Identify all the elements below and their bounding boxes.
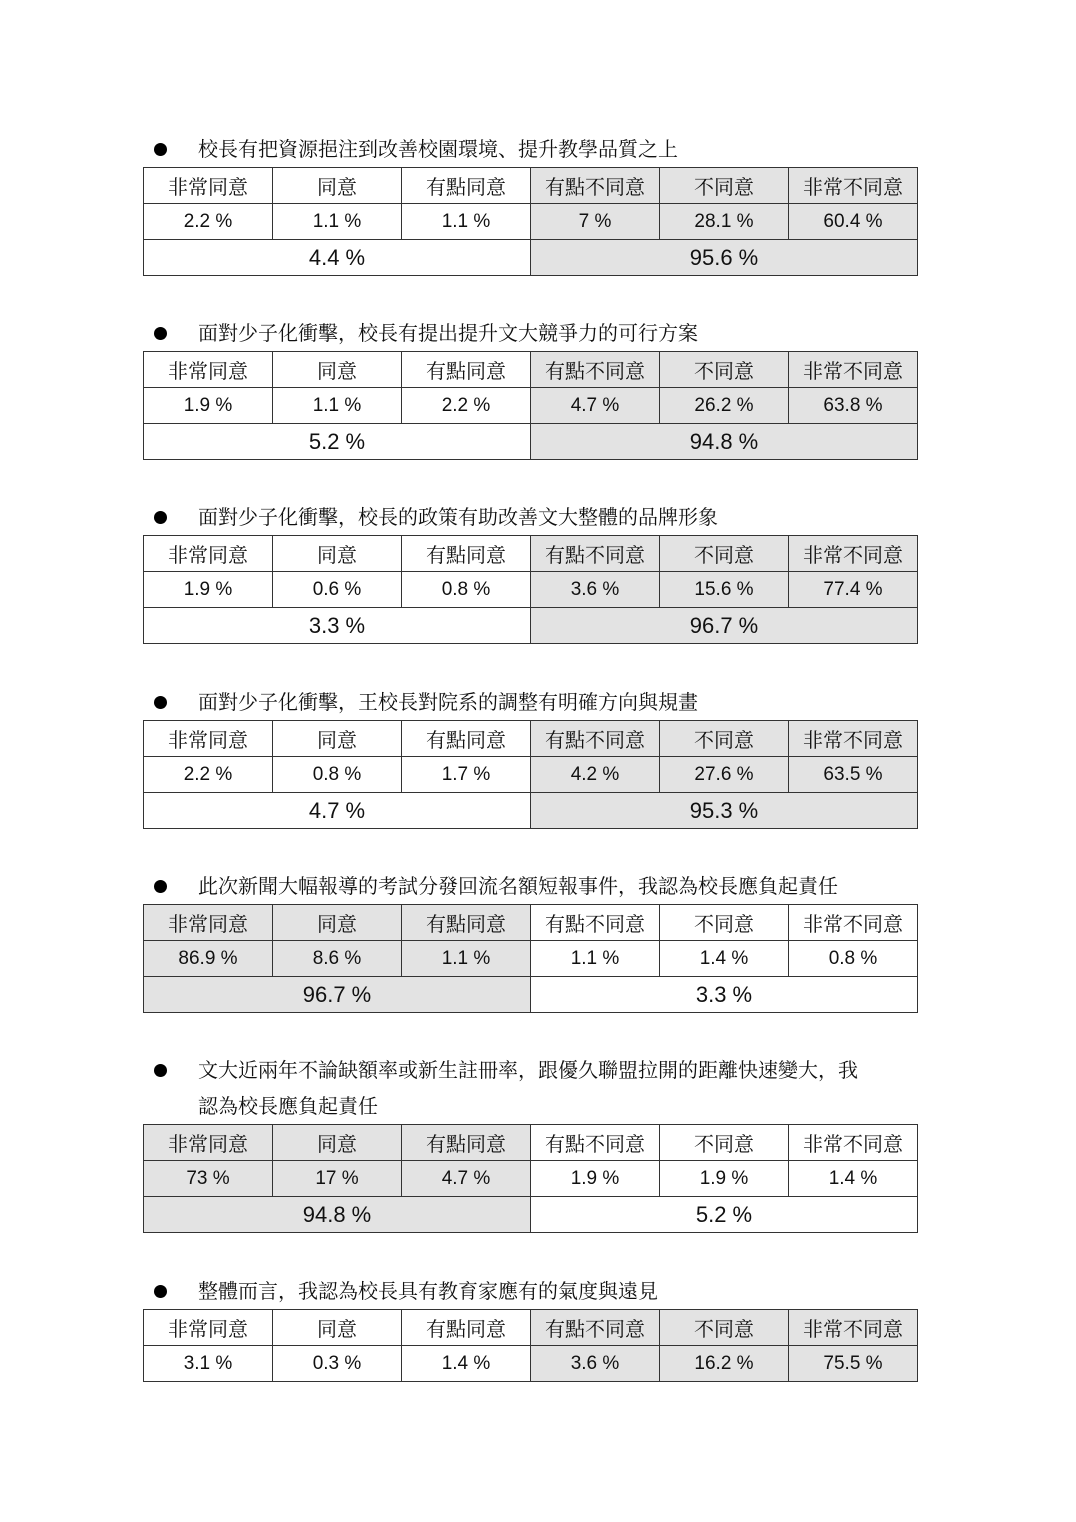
- header-cell: 有點不同意: [531, 1125, 660, 1161]
- percentage-cell: 1.9 %: [144, 572, 273, 608]
- header-cell: 非常同意: [144, 168, 273, 204]
- header-cell: 不同意: [660, 352, 789, 388]
- question-text: 文大近兩年不論缺額率或新生註冊率，跟優久聯盟拉開的距離快速變大，我: [198, 1058, 858, 1082]
- percentage-cell: 1.7 %: [402, 757, 531, 793]
- header-cell: 有點同意: [402, 721, 531, 757]
- header-cell: 不同意: [660, 168, 789, 204]
- summary-row: [144, 608, 918, 644]
- percentage-row: [144, 1346, 918, 1382]
- survey-question-block: [143, 868, 918, 1013]
- question-text: 校長有把資源挹注到改善校園環境、提升教學品質之上: [198, 137, 678, 161]
- percentage-cell: 60.4 %: [789, 204, 918, 240]
- question-text-continued: 認為校長應負起責任: [198, 1094, 378, 1118]
- question-text: 面對少子化衝擊，校長的政策有助改善文大整體的品牌形象: [198, 505, 718, 529]
- question-text: 整體而言，我認為校長具有教育家應有的氣度與遠見: [198, 1279, 658, 1303]
- survey-question-block: [143, 315, 918, 460]
- header-cell: 有點不同意: [531, 536, 660, 572]
- disagree-total-cell: 95.6 %: [531, 240, 918, 276]
- percentage-cell: 3.6 %: [531, 1346, 660, 1382]
- bullet-icon: [154, 143, 167, 156]
- question-text: 面對少子化衝擊，王校長對院系的調整有明確方向與規畫: [198, 690, 698, 714]
- header-cell: 同意: [273, 1310, 402, 1346]
- percentage-cell: 2.2 %: [402, 388, 531, 424]
- percentage-cell: 75.5 %: [789, 1346, 918, 1382]
- header-cell: 有點同意: [402, 1310, 531, 1346]
- percentage-cell: 2.2 %: [144, 204, 273, 240]
- bullet-icon: [154, 1285, 167, 1298]
- question-line: [143, 1052, 918, 1124]
- header-cell: 非常同意: [144, 1125, 273, 1161]
- header-row: [144, 168, 918, 204]
- summary-row: [144, 977, 918, 1013]
- header-cell: 不同意: [660, 536, 789, 572]
- results-table: [143, 351, 918, 460]
- header-cell: 同意: [273, 352, 402, 388]
- bullet-icon: [154, 696, 167, 709]
- bullet-icon: [154, 1064, 167, 1077]
- agree-total-cell: 4.4 %: [144, 240, 531, 276]
- header-cell: 不同意: [660, 1310, 789, 1346]
- survey-question-block: [143, 131, 918, 276]
- percentage-cell: 63.5 %: [789, 757, 918, 793]
- summary-row: [144, 1197, 918, 1233]
- header-cell: 同意: [273, 721, 402, 757]
- summary-row: [144, 793, 918, 829]
- header-cell: 非常不同意: [789, 1310, 918, 1346]
- agree-total-cell: 94.8 %: [144, 1197, 531, 1233]
- survey-question-block: [143, 684, 918, 829]
- header-cell: 有點同意: [402, 1125, 531, 1161]
- survey-question-block: [143, 499, 918, 644]
- percentage-cell: 3.1 %: [144, 1346, 273, 1382]
- percentage-cell: 28.1 %: [660, 204, 789, 240]
- percentage-cell: 4.7 %: [531, 388, 660, 424]
- disagree-total-cell: 5.2 %: [531, 1197, 918, 1233]
- percentage-cell: 0.6 %: [273, 572, 402, 608]
- bullet-icon: [154, 327, 167, 340]
- header-cell: 有點不同意: [531, 905, 660, 941]
- percentage-cell: 1.9 %: [144, 388, 273, 424]
- header-cell: 非常不同意: [789, 721, 918, 757]
- percentage-cell: 0.3 %: [273, 1346, 402, 1382]
- header-cell: 有點同意: [402, 536, 531, 572]
- percentage-cell: 15.6 %: [660, 572, 789, 608]
- percentage-cell: 86.9 %: [144, 941, 273, 977]
- header-row: [144, 905, 918, 941]
- percentage-cell: 27.6 %: [660, 757, 789, 793]
- header-row: [144, 536, 918, 572]
- header-cell: 非常同意: [144, 536, 273, 572]
- percentage-cell: 0.8 %: [402, 572, 531, 608]
- header-cell: 有點同意: [402, 168, 531, 204]
- percentage-cell: 1.1 %: [402, 941, 531, 977]
- agree-total-cell: 5.2 %: [144, 424, 531, 460]
- percentage-cell: 1.9 %: [660, 1161, 789, 1197]
- header-cell: 不同意: [660, 721, 789, 757]
- survey-question-block: [143, 1273, 918, 1382]
- survey-question-block: [143, 1052, 918, 1233]
- percentage-cell: 16.2 %: [660, 1346, 789, 1382]
- percentage-cell: 77.4 %: [789, 572, 918, 608]
- percentage-row: [144, 757, 918, 793]
- header-cell: 有點同意: [402, 352, 531, 388]
- percentage-cell: 1.9 %: [531, 1161, 660, 1197]
- header-cell: 非常同意: [144, 352, 273, 388]
- percentage-cell: 0.8 %: [789, 941, 918, 977]
- percentage-cell: 26.2 %: [660, 388, 789, 424]
- question-line: [143, 684, 918, 720]
- results-table: [143, 720, 918, 829]
- percentage-cell: 0.8 %: [273, 757, 402, 793]
- percentage-cell: 4.7 %: [402, 1161, 531, 1197]
- question-text: 面對少子化衝擊，校長有提出提升文大競爭力的可行方案: [198, 321, 698, 345]
- disagree-total-cell: 96.7 %: [531, 608, 918, 644]
- percentage-cell: 8.6 %: [273, 941, 402, 977]
- percentage-cell: 1.1 %: [531, 941, 660, 977]
- percentage-row: [144, 204, 918, 240]
- percentage-row: [144, 572, 918, 608]
- percentage-cell: 1.4 %: [402, 1346, 531, 1382]
- percentage-cell: 2.2 %: [144, 757, 273, 793]
- agree-total-cell: 96.7 %: [144, 977, 531, 1013]
- results-table: [143, 167, 918, 276]
- header-cell: 非常不同意: [789, 536, 918, 572]
- agree-total-cell: 4.7 %: [144, 793, 531, 829]
- header-row: [144, 1310, 918, 1346]
- results-table: [143, 535, 918, 644]
- header-cell: 非常不同意: [789, 168, 918, 204]
- percentage-cell: 73 %: [144, 1161, 273, 1197]
- results-table: [143, 1124, 918, 1233]
- header-cell: 同意: [273, 168, 402, 204]
- question-line: [143, 868, 918, 904]
- percentage-cell: 1.1 %: [273, 388, 402, 424]
- question-line: [143, 1273, 918, 1309]
- header-cell: 有點不同意: [531, 721, 660, 757]
- summary-row: [144, 240, 918, 276]
- percentage-cell: 1.4 %: [789, 1161, 918, 1197]
- percentage-row: [144, 941, 918, 977]
- header-cell: 同意: [273, 905, 402, 941]
- header-cell: 有點同意: [402, 905, 531, 941]
- header-row: [144, 721, 918, 757]
- percentage-row: [144, 1161, 918, 1197]
- disagree-total-cell: 94.8 %: [531, 424, 918, 460]
- percentage-row: [144, 388, 918, 424]
- question-line: [143, 315, 918, 351]
- header-cell: 不同意: [660, 1125, 789, 1161]
- header-cell: 有點不同意: [531, 352, 660, 388]
- percentage-cell: 7 %: [531, 204, 660, 240]
- percentage-cell: 1.1 %: [273, 204, 402, 240]
- percentage-cell: 17 %: [273, 1161, 402, 1197]
- header-cell: 非常同意: [144, 905, 273, 941]
- header-cell: 有點不同意: [531, 1310, 660, 1346]
- percentage-cell: 63.8 %: [789, 388, 918, 424]
- bullet-icon: [154, 880, 167, 893]
- header-cell: 同意: [273, 536, 402, 572]
- agree-total-cell: 3.3 %: [144, 608, 531, 644]
- percentage-cell: 3.6 %: [531, 572, 660, 608]
- header-cell: 非常不同意: [789, 1125, 918, 1161]
- question-line: [143, 499, 918, 535]
- question-text: 此次新聞大幅報導的考試分發回流名額短報事件，我認為校長應負起責任: [198, 874, 838, 898]
- question-line: [143, 131, 918, 167]
- header-cell: 不同意: [660, 905, 789, 941]
- header-cell: 非常不同意: [789, 905, 918, 941]
- header-cell: 有點不同意: [531, 168, 660, 204]
- percentage-cell: 1.1 %: [402, 204, 531, 240]
- header-row: [144, 1125, 918, 1161]
- header-row: [144, 352, 918, 388]
- disagree-total-cell: 3.3 %: [531, 977, 918, 1013]
- header-cell: 同意: [273, 1125, 402, 1161]
- disagree-total-cell: 95.3 %: [531, 793, 918, 829]
- bullet-icon: [154, 511, 167, 524]
- header-cell: 非常不同意: [789, 352, 918, 388]
- header-cell: 非常同意: [144, 1310, 273, 1346]
- results-table: [143, 904, 918, 1013]
- summary-row: [144, 424, 918, 460]
- percentage-cell: 1.4 %: [660, 941, 789, 977]
- results-table: [143, 1309, 918, 1382]
- percentage-cell: 4.2 %: [531, 757, 660, 793]
- header-cell: 非常同意: [144, 721, 273, 757]
